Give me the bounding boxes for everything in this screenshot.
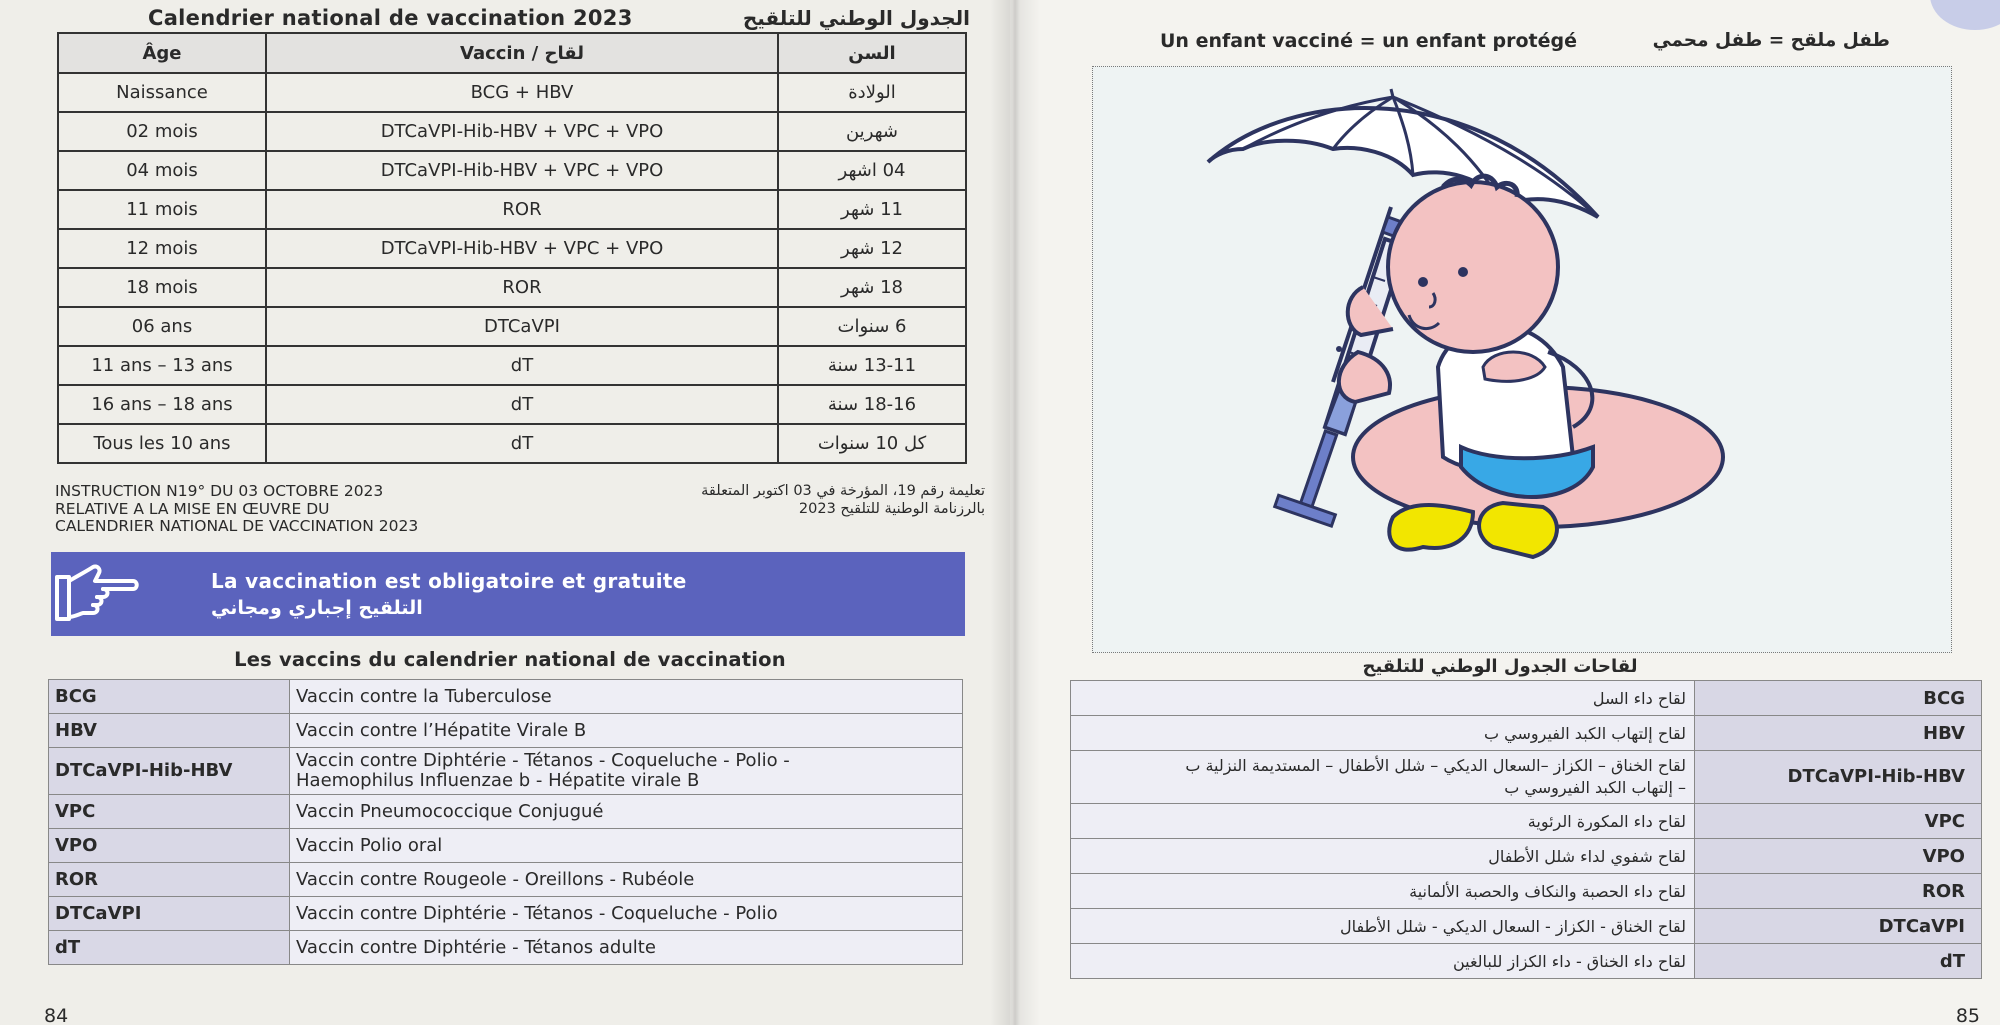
row-age: 18 mois <box>58 268 266 307</box>
calendar-title-fr: Calendrier national de vaccination 2023 <box>148 6 633 30</box>
vaccine-code: ROR <box>1695 874 1982 909</box>
baby-syringe-umbrella-icon <box>1093 67 1951 652</box>
calendar-title-ar: الجدول الوطني للتلقيح <box>742 6 970 30</box>
vaccine-desc-ar: لقاح داء الخناق - داء الكزاز للبالغين <box>1071 944 1695 979</box>
vaccines-list-title: Les vaccins du calendrier national de vaccination <box>234 648 786 671</box>
row-vaccin: ROR <box>266 190 778 229</box>
table-row <box>49 714 963 748</box>
row-age: 16 ans – 18 ans <box>58 385 266 424</box>
row-vaccin: BCG + HBV <box>266 73 778 112</box>
row-vaccin: DTCaVPI <box>266 307 778 346</box>
table-row <box>49 795 963 829</box>
instruction-fr-line: CALENDRIER NATIONAL DE VACCINATION 2023 <box>55 517 419 535</box>
row-age-ar: 6 سنوات <box>778 307 966 346</box>
banner-text-ar: التلقيح إجباري ومجاني <box>211 597 423 619</box>
table-row <box>58 73 966 112</box>
table-row <box>58 229 966 268</box>
vaccine-desc-ar: لقاح داء المكورة الرئوية <box>1071 804 1695 839</box>
table-row <box>58 307 966 346</box>
row-age: 11 mois <box>58 190 266 229</box>
row-age-ar: كل 10 سنوات <box>778 424 966 463</box>
calendar-table <box>57 32 967 464</box>
row-vaccin: DTCaVPI-Hib-HBV + VPC + VPO <box>266 112 778 151</box>
row-age-ar: 13-11 سنة <box>778 346 966 385</box>
protected-child-title <box>1160 30 1890 52</box>
obligatory-banner <box>51 552 965 636</box>
row-vaccin: dT <box>266 385 778 424</box>
vaccine-code: dT <box>49 931 290 965</box>
col-vaccin <box>266 33 778 73</box>
table-row <box>58 268 966 307</box>
vaccine-desc-line: لقاح الخناق – الكزاز –السعال الديكي – شلل الأطفال – المستديمة النزلية ب <box>1185 756 1686 775</box>
vaccine-desc: Vaccin Polio oral <box>290 829 963 863</box>
table-row <box>1071 716 1982 751</box>
table-row <box>1071 839 1982 874</box>
vaccine-desc: Vaccin contre Rougeole - Oreillons - Rubéole <box>290 863 963 897</box>
vaccine-desc-ar: لقاح الخناق - الكزاز - السعال الديكي - شلل الأطفال <box>1071 909 1695 944</box>
vaccine-code: VPO <box>1695 839 1982 874</box>
col-vaccin-fr: Vaccin / <box>460 42 539 64</box>
instruction-fr-line: INSTRUCTION N19° DU 03 OCTOBRE 2023 <box>55 482 384 500</box>
vaccine-desc-ar <box>1071 751 1695 804</box>
vaccine-code: BCG <box>49 680 290 714</box>
row-age: 04 mois <box>58 151 266 190</box>
table-row <box>49 897 963 931</box>
instruction-fr-line: RELATIVE A LA MISE EN ŒUVRE DU <box>55 499 330 518</box>
vaccine-code: dT <box>1695 944 1982 979</box>
vaccine-desc-ar: لقاح داء الحصبة والنكاف والحصبة الألمانية <box>1071 874 1695 909</box>
row-age-ar: شهرين <box>778 112 966 151</box>
row-vaccin: dT <box>266 424 778 463</box>
vaccine-code: HBV <box>49 714 290 748</box>
row-age: Naissance <box>58 73 266 112</box>
vaccine-desc: Vaccin Pneumococcique Conjugué <box>290 795 963 829</box>
calendar-header-row <box>58 33 966 73</box>
vaccine-code: DTCaVPI-Hib-HBV <box>49 748 290 795</box>
row-vaccin: ROR <box>266 268 778 307</box>
instruction-ar-line: تعليمة رقم 19، المؤرخة في 03 اكتوبر المتعلقة <box>701 483 985 499</box>
instruction-fr <box>55 483 535 536</box>
row-vaccin: DTCaVPI-Hib-HBV + VPC + VPO <box>266 229 778 268</box>
table-row <box>49 829 963 863</box>
table-row <box>58 151 966 190</box>
row-age-ar: 18-16 سنة <box>778 385 966 424</box>
row-age: Tous les 10 ans <box>58 424 266 463</box>
table-row <box>49 931 963 965</box>
vaccine-code: DTCaVPI-Hib-HBV <box>1695 751 1982 804</box>
instruction-note <box>55 483 985 536</box>
row-age: 06 ans <box>58 307 266 346</box>
row-age-ar: 12 شهر <box>778 229 966 268</box>
col-age: Âge <box>58 33 266 73</box>
protected-child-title-ar: طفل ملقح = طفل محمي <box>1652 30 1890 51</box>
vaccine-desc-ar: لقاح شفوي لداء شلل الأطفال <box>1071 839 1695 874</box>
row-vaccin: DTCaVPI-Hib-HBV + VPC + VPO <box>266 151 778 190</box>
row-age-ar: 11 شهر <box>778 190 966 229</box>
baby-umbrella-illustration <box>1092 66 1952 653</box>
table-row <box>1071 751 1982 804</box>
vaccine-desc-line: – إلتهاب الكبد الفيروسي ب <box>1504 778 1686 797</box>
col-vaccin-ar: لقاح <box>544 42 584 64</box>
instruction-ar <box>625 483 985 536</box>
table-row <box>1071 909 1982 944</box>
table-row <box>49 863 963 897</box>
row-vaccin: dT <box>266 346 778 385</box>
row-age: 02 mois <box>58 112 266 151</box>
table-row <box>49 748 963 795</box>
vaccines-list-table <box>48 679 963 965</box>
table-row <box>1071 804 1982 839</box>
page-number: 84 <box>44 1005 69 1025</box>
vaccine-desc <box>290 748 963 795</box>
vaccine-desc-ar: لقاح داء السل <box>1071 681 1695 716</box>
table-row <box>58 346 966 385</box>
protected-child-title-fr: Un enfant vacciné = un enfant protégé <box>1160 30 1577 52</box>
vaccine-desc: Vaccin contre la Tuberculose <box>290 680 963 714</box>
pointing-hand-icon <box>51 552 141 636</box>
vaccine-desc-ar: لقاح إلتهاب الكبد الفيروسي ب <box>1071 716 1695 751</box>
table-row <box>58 385 966 424</box>
vaccine-code: ROR <box>49 863 290 897</box>
vaccines-list-table-ar <box>1070 680 1982 979</box>
row-age: 12 mois <box>58 229 266 268</box>
vaccine-desc: Vaccin contre Diphtérie - Tétanos - Coqueluche - Polio <box>290 897 963 931</box>
row-age-ar: 04 اشهر <box>778 151 966 190</box>
vaccine-code: DTCaVPI <box>1695 909 1982 944</box>
table-row <box>1071 681 1982 716</box>
table-row <box>1071 944 1982 979</box>
vaccine-code: VPO <box>49 829 290 863</box>
vaccine-desc-line: Haemophilus Influenzae b - Hépatite virale B <box>296 770 700 791</box>
page-number: 85 <box>1955 1005 1980 1025</box>
page-right <box>1010 0 2000 1025</box>
instruction-ar-line: بالرزنامة الوطنية للتلقيح 2023 <box>798 500 985 517</box>
banner-text <box>141 569 687 619</box>
corner-decoration <box>1930 0 2000 30</box>
vaccine-code: VPC <box>49 795 290 829</box>
vaccine-code: VPC <box>1695 804 1982 839</box>
row-age: 11 ans – 13 ans <box>58 346 266 385</box>
col-age-ar: السن <box>778 33 966 73</box>
row-age-ar: الولادة <box>778 73 966 112</box>
calendar-title <box>60 6 970 30</box>
table-row <box>58 424 966 463</box>
table-row <box>1071 874 1982 909</box>
vaccine-code: BCG <box>1695 681 1982 716</box>
vaccine-desc: Vaccin contre l’Hépatite Virale B <box>290 714 963 748</box>
vaccines-list-title-ar: لقاحات الجدول الوطني للتلقيح <box>1362 656 1638 677</box>
table-row <box>58 190 966 229</box>
vaccine-desc-line: Vaccin contre Diphtérie - Tétanos - Coqueluche - Polio - <box>296 750 790 771</box>
banner-text-fr: La vaccination est obligatoire et gratuite <box>211 569 687 593</box>
row-age-ar: 18 شهر <box>778 268 966 307</box>
vaccine-code: HBV <box>1695 716 1982 751</box>
table-row <box>58 112 966 151</box>
vaccine-code: DTCaVPI <box>49 897 290 931</box>
table-row <box>49 680 963 714</box>
vaccine-desc: Vaccin contre Diphtérie - Tétanos adulte <box>290 931 963 965</box>
